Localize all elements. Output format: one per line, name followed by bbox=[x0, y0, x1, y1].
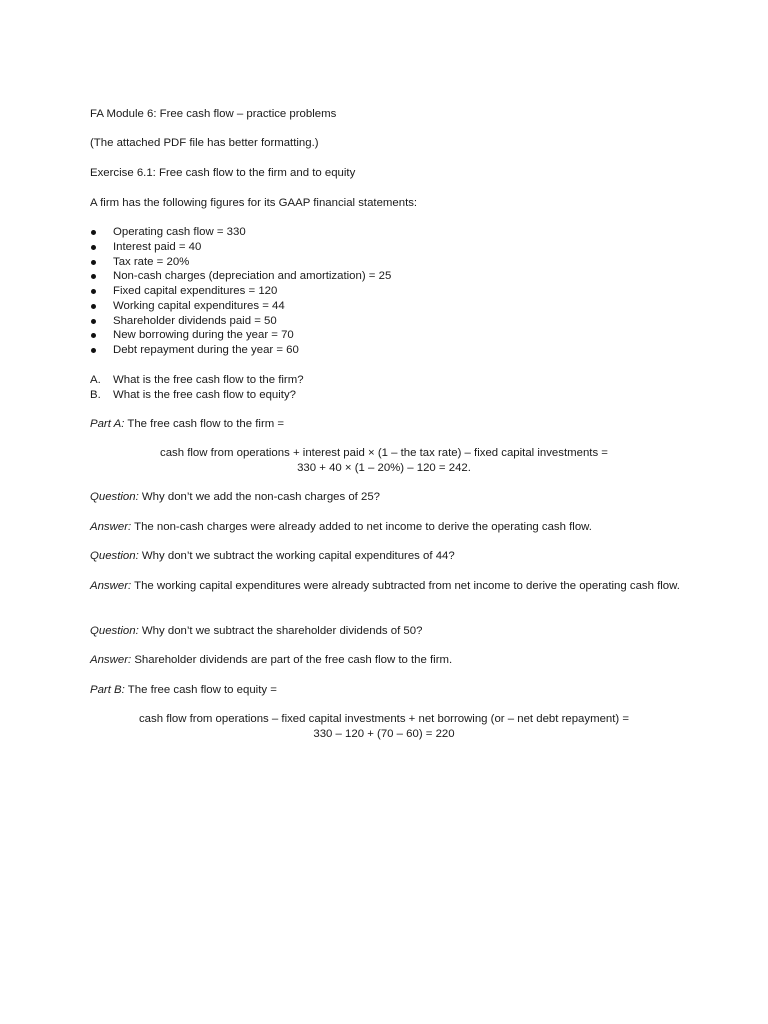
part-a-formula-line1: cash flow from operations + interest paid × (1 – the tax rate) – fixed capital investments = bbox=[160, 447, 608, 459]
list-item-text: Interest paid = 40 bbox=[113, 240, 202, 253]
list-item bbox=[90, 240, 391, 255]
list-item bbox=[90, 299, 391, 314]
list-item bbox=[90, 314, 391, 329]
part-b-heading bbox=[90, 683, 277, 698]
answer-body: The working capital expenditures were already subtracted from net income to derive the operating cash flow. bbox=[131, 580, 680, 592]
answer-label: Answer: bbox=[90, 580, 132, 592]
answer-body: The non-cash charges were already added to net income to derive the operating cash flow. bbox=[131, 521, 592, 533]
question-text: What is the free cash flow to equity? bbox=[113, 388, 296, 401]
question-body: Why don’t we subtract the working capital expenditures of 44? bbox=[138, 550, 455, 562]
bullet-icon bbox=[91, 348, 96, 353]
bullet-icon bbox=[91, 319, 96, 324]
question-marker: B. bbox=[90, 388, 101, 401]
list-item bbox=[90, 255, 391, 270]
question-text: What is the free cash flow to the firm? bbox=[113, 374, 304, 386]
answer-label: Answer: bbox=[90, 654, 132, 666]
question-2 bbox=[90, 549, 455, 564]
figures-list bbox=[90, 225, 391, 358]
part-b-formula-line1: cash flow from operations – fixed capital investments + net borrowing (or – net debt repayment) = bbox=[138, 713, 630, 725]
bullet-icon bbox=[91, 289, 96, 294]
part-a-formula-line2: 330 + 40 × (1 – 20%) – 120 = 242. bbox=[297, 462, 471, 474]
question-item bbox=[90, 388, 304, 403]
question-body: Why don’t we subtract the shareholder dividends of 50? bbox=[138, 625, 423, 637]
answer-label: Answer: bbox=[90, 521, 132, 533]
formatting-note: (The attached PDF file has better formatting.) bbox=[90, 137, 319, 149]
list-item-text: Operating cash flow = 330 bbox=[113, 226, 246, 238]
answer-body: Shareholder dividends are part of the free cash flow to the firm. bbox=[131, 654, 453, 666]
list-item bbox=[90, 269, 391, 284]
list-item-text: Working capital expenditures = 44 bbox=[113, 299, 285, 312]
question-3 bbox=[90, 624, 422, 639]
bullet-icon bbox=[91, 304, 96, 309]
bullet-icon bbox=[91, 274, 96, 279]
list-item bbox=[90, 328, 391, 343]
bullet-icon bbox=[91, 230, 96, 235]
question-marker: A. bbox=[90, 374, 101, 386]
list-item-text: Non-cash charges (depreciation and amortization) = 25 bbox=[113, 270, 392, 283]
question-body: Why don’t we add the non-cash charges of 25? bbox=[138, 491, 381, 503]
question-1 bbox=[90, 490, 380, 505]
part-b-label: Part B: bbox=[90, 684, 125, 696]
questions-list bbox=[90, 373, 304, 402]
list-item bbox=[90, 343, 391, 358]
intro-text: A firm has the following figures for its GAAP financial statements: bbox=[90, 197, 418, 209]
question-label: Question: bbox=[90, 491, 139, 503]
answer-1 bbox=[90, 520, 592, 535]
list-item-text: New borrowing during the year = 70 bbox=[113, 329, 294, 342]
bullet-icon bbox=[91, 260, 96, 265]
list-item bbox=[90, 284, 391, 299]
part-a-heading bbox=[90, 417, 284, 432]
question-label: Question: bbox=[90, 625, 139, 637]
exercise-heading: Exercise 6.1: Free cash flow to the firm and to equity bbox=[90, 167, 356, 179]
question-label: Question: bbox=[90, 550, 139, 562]
list-item bbox=[90, 225, 391, 240]
part-a-text: The free cash flow to the firm = bbox=[124, 418, 285, 430]
list-item-text: Shareholder dividends paid = 50 bbox=[113, 314, 277, 327]
answer-3 bbox=[90, 653, 452, 668]
part-a-label: Part A: bbox=[90, 418, 125, 430]
list-item-text: Tax rate = 20% bbox=[113, 255, 190, 268]
bullet-icon bbox=[91, 333, 96, 338]
part-b-formula-line2: 330 – 120 + (70 – 60) = 220 bbox=[313, 728, 455, 740]
document-title: FA Module 6: Free cash flow – practice problems bbox=[90, 108, 337, 120]
answer-2 bbox=[90, 579, 690, 594]
part-b-text: The free cash flow to equity = bbox=[124, 684, 277, 696]
question-item bbox=[90, 373, 304, 388]
bullet-icon bbox=[91, 245, 96, 250]
list-item-text: Fixed capital expenditures = 120 bbox=[113, 285, 278, 297]
list-item-text: Debt repayment during the year = 60 bbox=[113, 344, 299, 356]
